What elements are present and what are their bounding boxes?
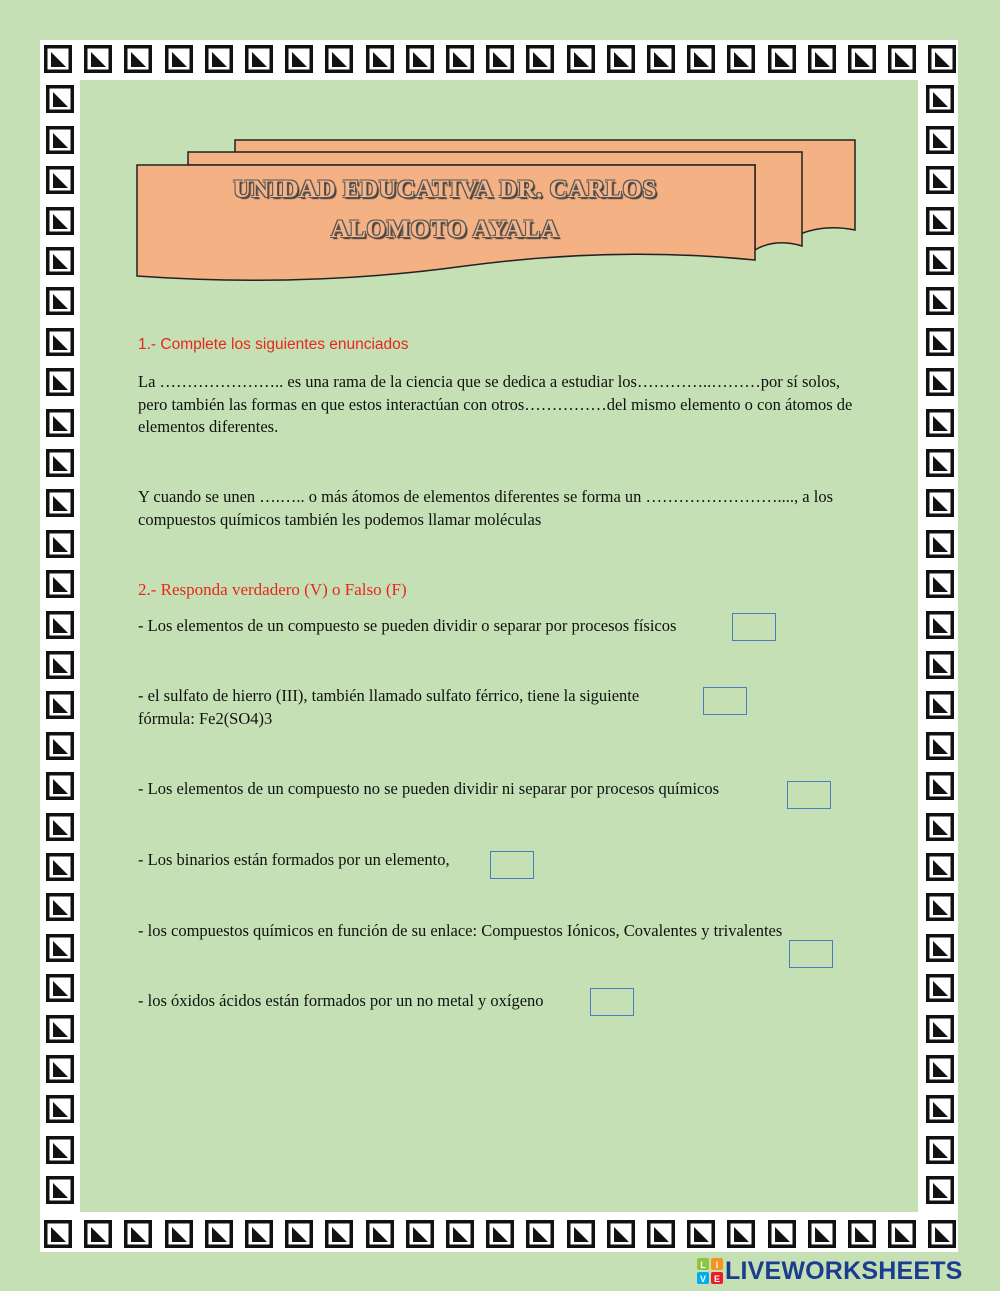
border-tile: [84, 45, 112, 73]
border-tile: [124, 45, 152, 73]
title-line-1: UNIDAD EDUCATIVA DR. CARLOS: [233, 176, 657, 203]
border-tile: [607, 45, 635, 73]
border-tile: [926, 449, 954, 477]
answer-box-1[interactable]: [732, 613, 776, 641]
border-tile: [926, 570, 954, 598]
border-tile: [46, 732, 74, 760]
border-tile: [46, 813, 74, 841]
border-tile: [46, 328, 74, 356]
border-tile: [888, 45, 916, 73]
border-tile: [926, 1176, 954, 1204]
border-tile: [84, 1220, 112, 1248]
border-tile: [285, 1220, 313, 1248]
statement-4: - Los binarios están formados por un elemento,: [138, 850, 450, 869]
border-tile: [926, 651, 954, 679]
border-tile: [46, 449, 74, 477]
border-tile: [46, 974, 74, 1002]
border-tile: [46, 772, 74, 800]
border-tile: [928, 45, 956, 73]
border-tile: [926, 934, 954, 962]
border-tile: [325, 1220, 353, 1248]
statement-1: - Los elementos de un compuesto se pueden dividir o separar por procesos físicos: [138, 616, 677, 635]
border-tile: [926, 772, 954, 800]
border-tile: [926, 893, 954, 921]
border-tile: [205, 45, 233, 73]
border-tile: [46, 207, 74, 235]
border-tile: [607, 1220, 635, 1248]
border-tile: [926, 853, 954, 881]
border-tile: [406, 1220, 434, 1248]
border-tile: [848, 1220, 876, 1248]
border-tile: [567, 45, 595, 73]
title-line-2: ALOMOTO AYALA: [330, 216, 560, 243]
statement-5: - los compuestos químicos en función de su enlace: Compuestos Iónicos, Covalentes y trivalentes: [138, 921, 783, 940]
border-tile: [366, 45, 394, 73]
statement-6: - los óxidos ácidos están formados por un no metal y oxígeno: [138, 991, 544, 1010]
border-tile: [46, 368, 74, 396]
svg-text:E: E: [713, 1274, 721, 1284]
border-tile: [926, 611, 954, 639]
border-tile: [46, 1176, 74, 1204]
border-tile: [44, 1220, 72, 1248]
svg-text:V: V: [699, 1274, 707, 1284]
border-tile: [926, 328, 954, 356]
border-tile: [727, 1220, 755, 1248]
border-tile: [46, 85, 74, 113]
border-tile: [165, 45, 193, 73]
border-tile: [46, 570, 74, 598]
answer-box-2[interactable]: [703, 687, 747, 715]
border-tile: [926, 1055, 954, 1083]
statement-2-line-1: - el sulfato de hierro (III), también llamado sulfato férrico, tiene la siguiente: [138, 686, 640, 705]
border-tile: [46, 247, 74, 275]
svg-text:L: L: [700, 1260, 706, 1270]
border-tile: [46, 893, 74, 921]
border-tile: [926, 247, 954, 275]
border-tile: [926, 813, 954, 841]
border-tile: [446, 1220, 474, 1248]
border-tile: [926, 489, 954, 517]
border-tile: [926, 368, 954, 396]
border-tile: [687, 1220, 715, 1248]
border-tile: [486, 1220, 514, 1248]
border-tile: [46, 651, 74, 679]
border-tile: [46, 1136, 74, 1164]
border-tile: [848, 45, 876, 73]
border-tile: [926, 691, 954, 719]
border-tile: [526, 1220, 554, 1248]
page-title: [140, 170, 750, 250]
border-tile: [926, 1095, 954, 1123]
border-tile: [808, 1220, 836, 1248]
border-tile: [926, 85, 954, 113]
border-tile: [926, 1136, 954, 1164]
border-tile: [325, 45, 353, 73]
border-tile: [647, 45, 675, 73]
answer-box-5[interactable]: [789, 940, 833, 968]
statement-2-line-2: fórmula: Fe2(SO4)3: [138, 709, 273, 728]
border-tile: [285, 45, 313, 73]
liveworksheets-logo-icon: [697, 1258, 723, 1284]
fill-in-paragraph-1: La ………………….. es una rama de la ciencia que se dedica a estudiar los…………..………por sí solos, pero también las formas en que estos interactúan con otros……………del mismo elemento o con átomos de elementos diferentes.: [138, 372, 853, 436]
border-tile: [44, 45, 72, 73]
section-2-heading: 2.- Responda verdadero (V) o Falso (F): [138, 580, 407, 599]
svg-text:I: I: [715, 1260, 719, 1270]
border-tile: [926, 409, 954, 437]
border-tile: [46, 1015, 74, 1043]
border-tile: [406, 45, 434, 73]
border-tile: [768, 1220, 796, 1248]
border-tile: [46, 530, 74, 558]
border-tile: [768, 45, 796, 73]
statement-3: - Los elementos de un compuesto no se pueden dividir ni separar por procesos químicos: [138, 779, 720, 798]
border-tile: [926, 207, 954, 235]
border-tile: [926, 126, 954, 154]
border-tile: [926, 974, 954, 1002]
border-tile: [245, 1220, 273, 1248]
border-tile: [165, 1220, 193, 1248]
border-tile: [46, 287, 74, 315]
border-tile: [687, 45, 715, 73]
answer-box-6[interactable]: [590, 988, 634, 1016]
border-tile: [46, 126, 74, 154]
border-tile: [486, 45, 514, 73]
border-tile: [205, 1220, 233, 1248]
border-tile: [366, 1220, 394, 1248]
answer-box-4[interactable]: [490, 851, 534, 879]
border-tile: [46, 409, 74, 437]
border-tile: [46, 1055, 74, 1083]
border-tile: [647, 1220, 675, 1248]
border-tile: [46, 166, 74, 194]
border-tile: [446, 45, 474, 73]
fill-in-paragraph-2: Y cuando se unen ….….. o más átomos de elementos diferentes se forma un ……………………...., a los compuestos químicos también les podemos llamar moléculas: [138, 487, 833, 529]
border-tile: [46, 934, 74, 962]
border-tile: [567, 1220, 595, 1248]
border-tile: [124, 1220, 152, 1248]
border-tile: [46, 691, 74, 719]
liveworksheets-logo: [697, 1257, 963, 1285]
border-tile: [526, 45, 554, 73]
liveworksheets-logo-text: LIVEWORKSHEETS: [725, 1256, 963, 1285]
section-1-heading: 1.- Complete los siguientes enunciados: [138, 336, 409, 353]
border-tile: [46, 611, 74, 639]
border-tile: [926, 732, 954, 760]
border-tile: [245, 45, 273, 73]
border-tile: [926, 530, 954, 558]
answer-box-3[interactable]: [787, 781, 831, 809]
border-tile: [926, 287, 954, 315]
border-tile: [926, 166, 954, 194]
border-tile: [46, 1095, 74, 1123]
border-tile: [727, 45, 755, 73]
border-tile: [808, 45, 836, 73]
border-tile: [888, 1220, 916, 1248]
border-tile: [926, 1015, 954, 1043]
border-tile: [46, 853, 74, 881]
border-tile: [46, 489, 74, 517]
border-tile: [928, 1220, 956, 1248]
